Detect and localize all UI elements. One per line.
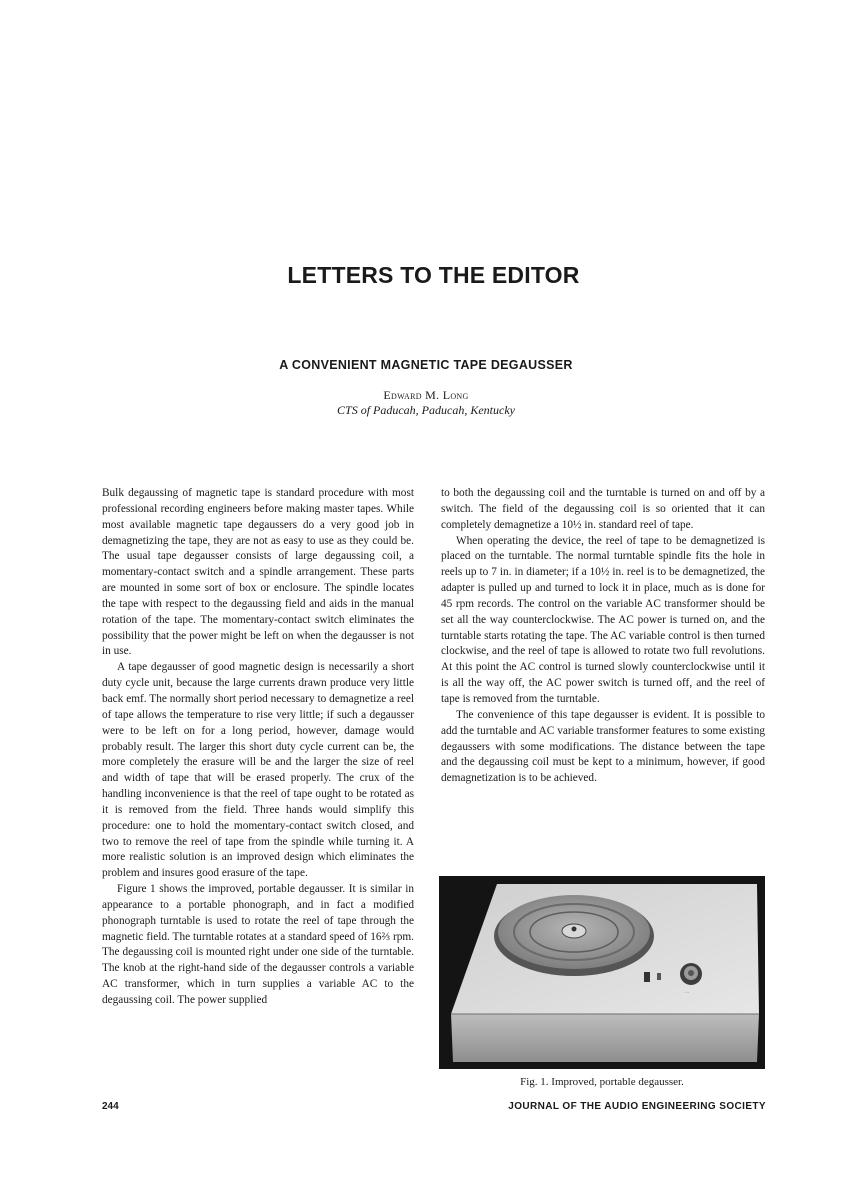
left-column	[102, 486, 414, 1009]
author-name: Edward M. Long	[383, 388, 469, 402]
svg-text:...: ...	[685, 990, 690, 995]
article-title: A CONVENIENT MAGNETIC TAPE DEGAUSSER	[279, 358, 573, 372]
paragraph: Figure 1 shows the improved, portable degausser. It is similar in appearance to a portable phonograph, and in fact a modified phonograph turntable is used to rotate the reel of tape through the magnetic field. The turntable rotates at a standard speed of 16⅔ rpm. The degaussing coil is mounted right under one side of the turntable. The knob at the right-hand side of the degausser controls a variable AC transformer, which in turn supplies a variable AC to the degaussing coil. The power supplied	[102, 883, 414, 1006]
paragraph: When operating the device, the reel of tape to be demagnetized is placed on the turntable. The normal turntable spindle fits the hole in reels up to 7 in. in diameter; if a 10½ in. reel is to be demagnetized, the adapter is pulled up and turned to lock it in place, much as is done for 45 rpm records. The control on the variable AC transformer should be set all the way counterclockwise. The AC power is turned on, and the turntable starts rotating the tape. The AC variable control is then turned clockwise, and the reel of tape is allowed to rotate two full revolutions. At this point the AC control is turned slowly counterclockwise until it is all the way off, the AC power switch is turned off, and the reel of tape is removed from the turntable.	[441, 534, 765, 705]
section-title: LETTERS TO THE EDITOR	[287, 262, 580, 288]
spindle-icon	[572, 927, 577, 932]
paragraph: to both the degaussing coil and the turntable is turned on and off by a switch. The field of the degaussing coil is so oriented that it can completely demagnetize a 10½ in. standard reel of tape.	[441, 487, 765, 531]
author-affiliation: CTS of Paducah, Paducah, Kentucky	[337, 403, 515, 417]
degausser-illustration	[439, 876, 765, 1069]
journal-name: JOURNAL OF THE AUDIO ENGINEERING SOCIETY	[508, 1101, 766, 1112]
paragraph: The convenience of this tape degausser is evident. It is possible to add the turntable and AC variable transformer features to some existing degaussers with some modifications. The distance between the tape and the degaussing coil must be kept to a minimum, however, if good demagnetization is to be achieved.	[441, 708, 765, 785]
degausser-front	[451, 1014, 759, 1062]
paragraph: Bulk degaussing of magnetic tape is standard procedure with most professional recording engineers before making master tapes. While most available magnetic tape degaussers do a very good job in demagnetizing the tape, they are not as easy to use as they could be. The usual tape degausser consists of large degaussing coil, a momentary-contact switch and a spindle arrangement. These parts are mounted in some sort of box or enclosure. The spindle locates the tape with respect to the degaussing field and aids in the manual rotation of the tape. The momentary-contact switch eliminates the possibility that the power might be left on when the degausser is not in use.	[102, 487, 414, 658]
power-switch-icon	[644, 972, 650, 982]
right-column	[441, 486, 765, 787]
figure-degausser-photo	[439, 876, 765, 1069]
paragraph: A tape degausser of good magnetic design is necessarily a short duty cycle unit, because the large currents drawn produce very little back emf. The normally short period necessary to demagnetize a reel of tape allows the temperature to rise very little; if such a degausser were to be left on for a long period, however, damage would probably result. The larger this short duty cycle current can be, the more completely the erasure will be and the larger the size of reel and width of tape that will be erased properly. The crux of the handling inconvenience is that the reel of tape ought to be rotated as it is removed from the field. Three hands would simplify this procedure: one to hold the momentary-contact switch closed, and two to remove the reel of tape from the spindle while turning it. A more realistic solution is an improved design which eliminates the problem and insures good erasure of the tape.	[102, 661, 414, 880]
figure-caption: Fig. 1. Improved, portable degausser.	[520, 1076, 684, 1088]
page-number: 244	[102, 1101, 119, 1112]
